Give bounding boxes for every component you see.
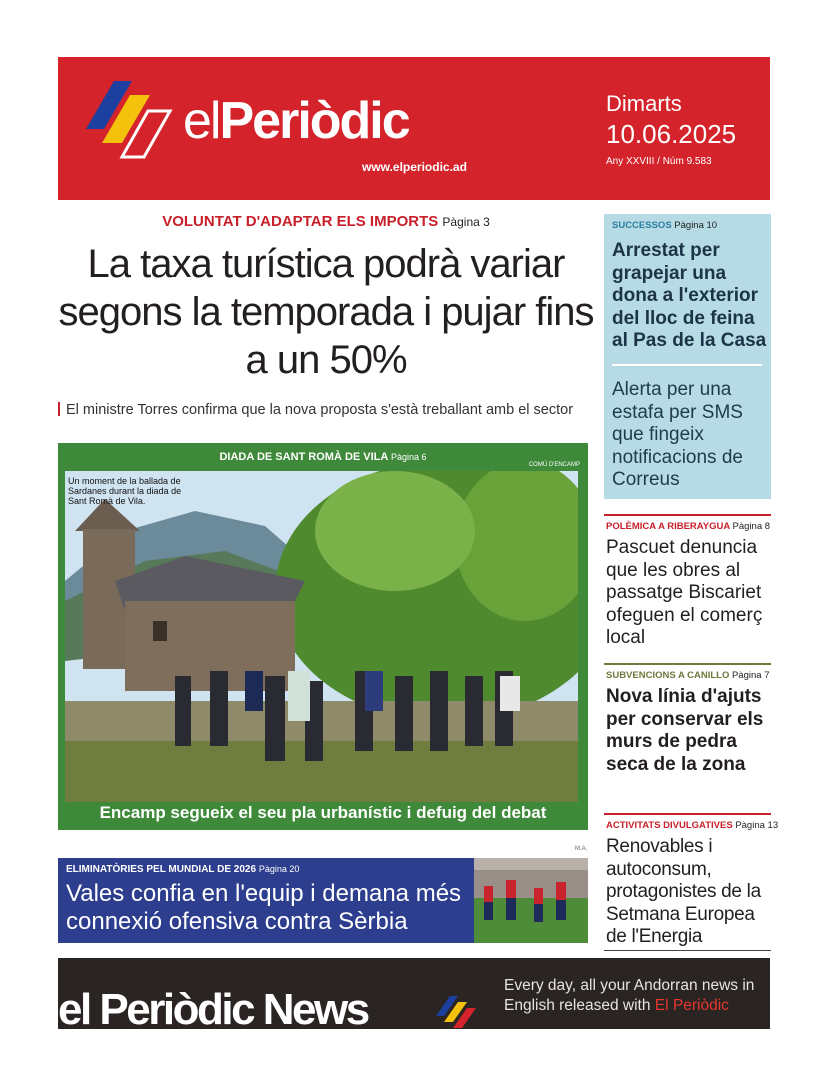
story-kicker-page: Pàgina 13: [735, 820, 779, 831]
photo-story-tag: [58, 451, 588, 463]
photo-credit: COMÚ D'ENCAMP: [528, 462, 580, 468]
story-kicker-page: Pàgina 8: [732, 521, 771, 532]
lead-subhead-text: El ministre Torres confirma que la nova proposta s'està treballant amb el sector: [66, 402, 574, 418]
subhead-bar: [58, 402, 60, 416]
brand-prefix: el: [183, 92, 220, 150]
website-link[interactable]: www.elperiodic.ad: [362, 160, 467, 174]
news-promo-banner[interactable]: [58, 958, 770, 1029]
brand-logo[interactable]: [183, 92, 409, 150]
lead-kicker-text: VOLUNTAT D'ADAPTAR ELS IMPORTS: [162, 213, 439, 230]
edition-date: 10.06.2025: [606, 119, 737, 149]
promo-text-body: Every day, all your Andorran news in English released with: [504, 977, 755, 1014]
lead-headline[interactable]: La taxa turística podrà variar segons la temporada i pujar fins a un 50%: [58, 242, 594, 382]
photo-story-tag-text: DIADA DE SANT ROMÀ DE VILA: [219, 451, 388, 463]
story-kicker-text: SUBVENCIONS A CANILLO: [606, 670, 730, 681]
story-kicker-page: Pàgina 7: [731, 670, 770, 681]
sport-story[interactable]: [58, 858, 588, 943]
story-headline[interactable]: Nova línia d'ajuts per conservar els murs de pedra seca de la zona: [606, 686, 764, 775]
story-kicker: [606, 521, 770, 532]
lead-subhead: [58, 402, 598, 418]
brand-name: Periòdic: [219, 92, 409, 150]
photo-caption: Un moment de la ballada de Sardanes durant la diada de Sant Romà de Vila.: [68, 476, 182, 506]
successos-divider: [612, 364, 762, 366]
sport-kicker-text: ELIMINATÒRIES PEL MUNDIAL DE 2026: [66, 864, 257, 875]
successos-second-story[interactable]: Alerta per una estafa per SMS que fingeix notificacions de Correus: [612, 379, 743, 490]
story-headline[interactable]: Renovables i autoconsum, protagonistes de la Setmana Europea de l'Energia: [606, 836, 761, 947]
photo-story-headline[interactable]: Encamp segueix el seu pla urbanístic i defuig del debat: [99, 803, 547, 822]
flag-stripes-icon: [436, 996, 480, 1028]
promo-text: [504, 976, 764, 1016]
story-headline[interactable]: Pascuet denuncia que les obres al passatge Biscariet ofeguen el comerç local: [606, 537, 763, 648]
story-rule: [604, 813, 771, 815]
successos-kicker-text: SUCCESSOS: [612, 220, 672, 231]
photo-story[interactable]: [58, 443, 588, 830]
promo-brand: El Periòdic: [654, 997, 729, 1014]
photo-story-tag-page: Pàgina 6: [391, 452, 427, 462]
story-kicker: [606, 670, 770, 681]
lead-kicker: [58, 213, 594, 230]
masthead: [58, 57, 770, 200]
football-training-photo: [474, 858, 588, 943]
story-rule: [604, 663, 771, 665]
sport-photo-credit: M.A.: [575, 846, 588, 852]
story-kicker-text: ACTIVITATS DIVULGATIVES: [606, 820, 733, 831]
edition-day: Dimarts: [606, 91, 682, 116]
sport-headline[interactable]: Vales confia en l'equip i demana més connexió ofensiva contra Sèrbia: [66, 880, 462, 935]
promo-logo: el Periòdic News: [58, 985, 368, 1029]
story-rule: [604, 514, 771, 516]
successos-box[interactable]: [604, 214, 771, 499]
column-end-rule: [604, 950, 771, 951]
story-kicker: [606, 820, 778, 831]
sardana-dance-photo: [65, 471, 578, 802]
successos-kicker-page: Pàgina 10: [674, 220, 718, 231]
story-kicker-text: POLÈMICA A RIBERAYGUA: [606, 521, 730, 532]
successos-headline[interactable]: Arrestat per grapejar una dona a l'exterior del lloc de feina al Pas de la Casa: [612, 240, 767, 351]
successos-kicker: [612, 220, 717, 231]
sport-kicker: [66, 864, 299, 875]
lead-kicker-page: Pàgina 3: [442, 215, 490, 229]
flag-stripes-logo-icon: [86, 81, 176, 169]
sport-kicker-page: Pàgina 20: [258, 864, 300, 874]
issue-number: Any XXVIII / Núm 9.583: [606, 156, 712, 167]
